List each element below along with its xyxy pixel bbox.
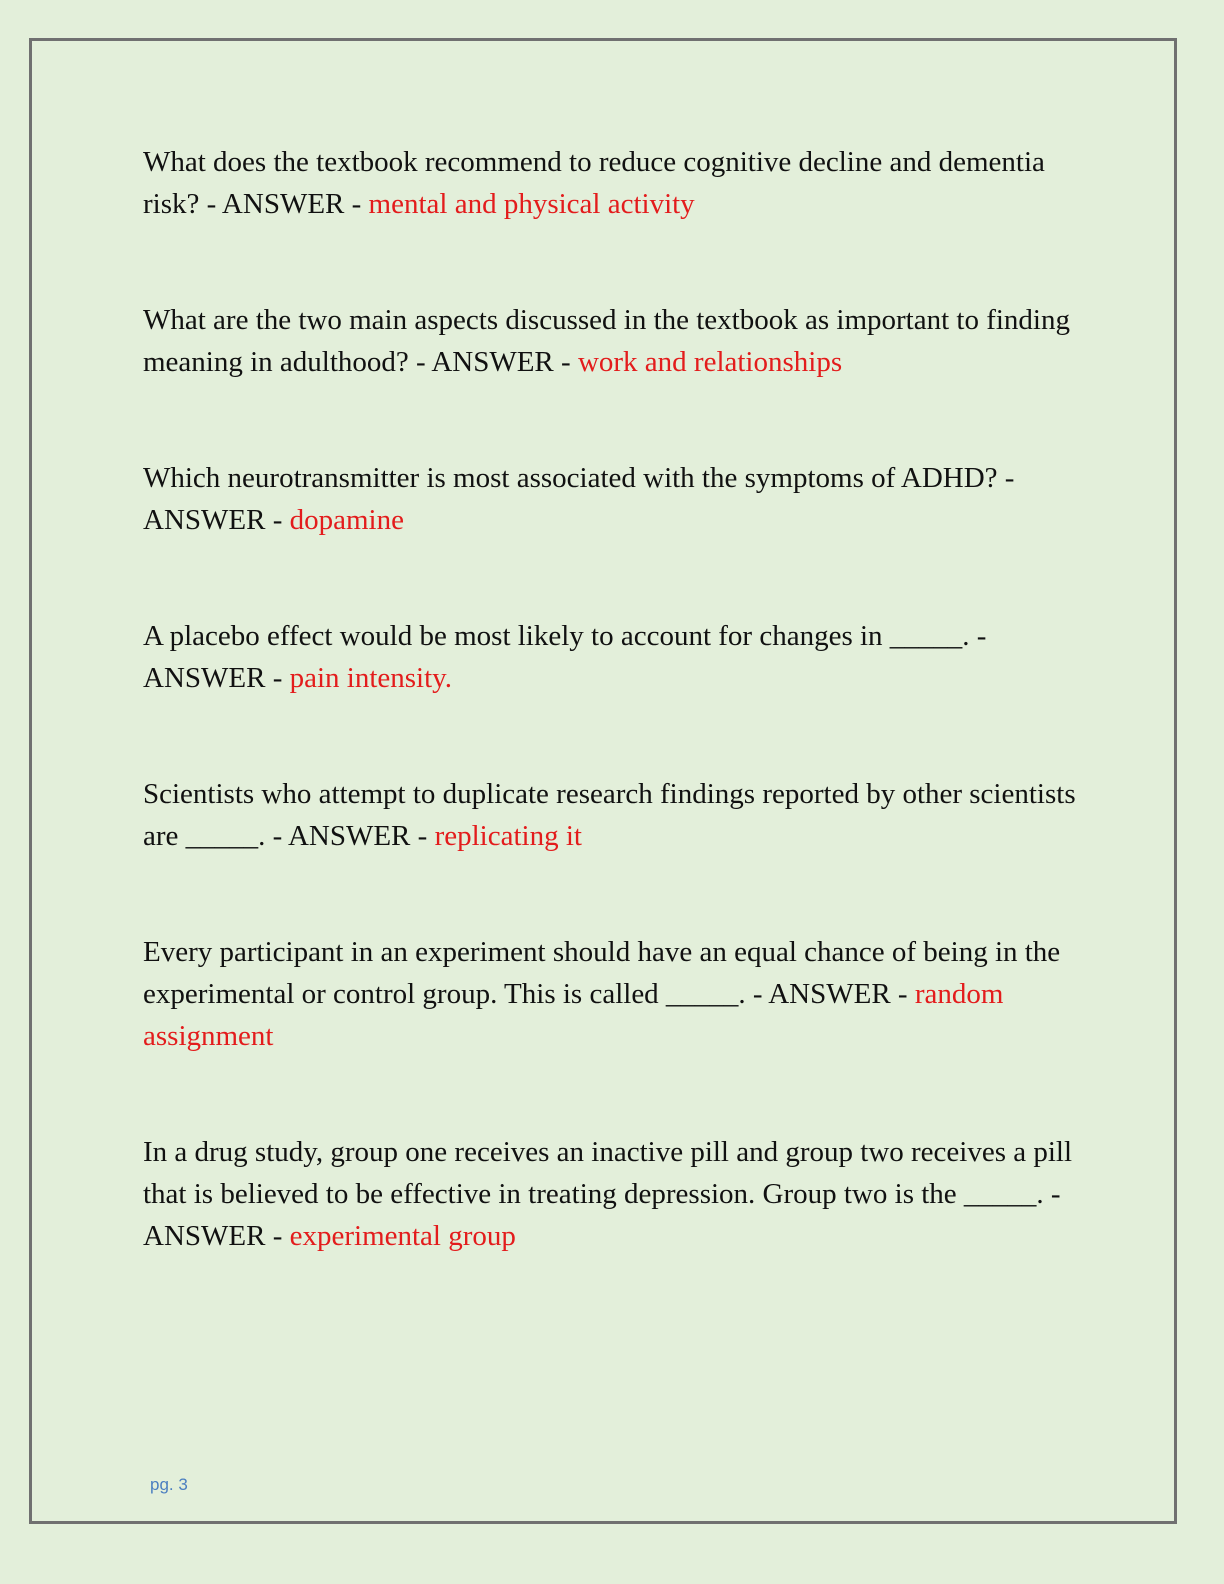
answer-text: dopamine	[289, 504, 404, 536]
answer-text: mental and physical activity	[368, 188, 695, 220]
answer-text: replicating it	[434, 820, 582, 852]
qa-item	[143, 141, 1083, 225]
question-text: A placebo effect would be most likely to account for changes in _____. - ANSWER -	[143, 620, 987, 694]
question-text: Scientists who attempt to duplicate research findings reported by other scientists are _____. - ANSWER -	[143, 778, 1076, 852]
qa-item	[143, 615, 1083, 699]
question-text: Which neurotransmitter is most associated with the symptoms of ADHD? - ANSWER -	[143, 462, 1015, 536]
question-text: What are the two main aspects discussed in the textbook as important to finding meaning in adulthood? - ANSWER -	[143, 304, 1070, 378]
qa-item	[143, 773, 1083, 857]
answer-text: pain intensity.	[289, 662, 453, 694]
qa-item	[143, 457, 1083, 541]
qa-item	[143, 931, 1083, 1057]
answer-text: work and relationships	[577, 346, 843, 378]
question-text: What does the textbook recommend to reduce cognitive decline and dementia risk? - ANSWER -	[143, 146, 1045, 220]
question-text: In a drug study, group one receives an inactive pill and group two receives a pill that is believed to be effective in treating depression. Group two is the _____. - ANSWER -	[143, 1136, 1073, 1252]
answer-text: experimental group	[289, 1220, 516, 1252]
question-text: Every participant in an experiment should have an equal chance of being in the experimental or control group. This is called _____. - ANSWER -	[143, 936, 1061, 1010]
qa-list	[143, 141, 1083, 1331]
qa-item	[143, 299, 1083, 383]
qa-item	[143, 1131, 1083, 1257]
page-number: pg. 3	[150, 1475, 188, 1494]
answer-text: random assignment	[143, 978, 1004, 1052]
